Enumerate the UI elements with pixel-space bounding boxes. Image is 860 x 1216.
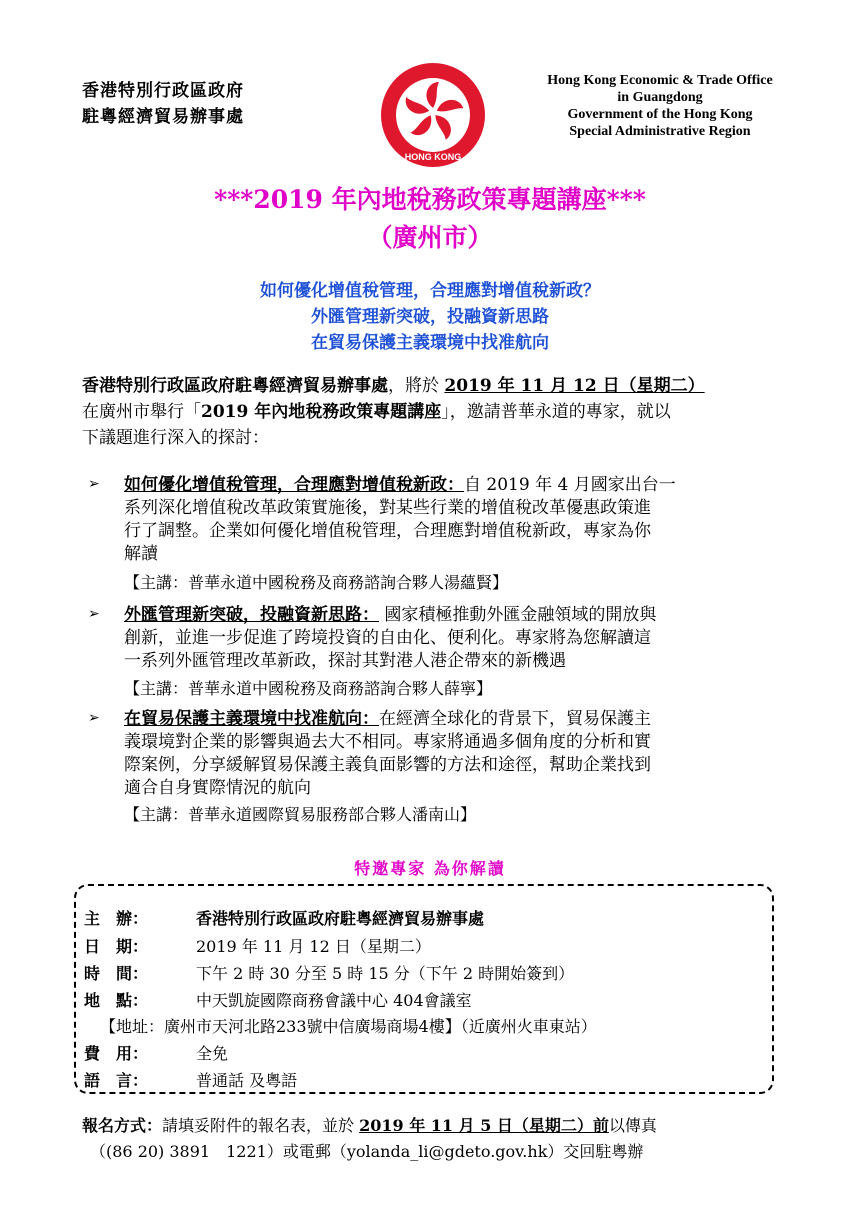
- hong-kong-emblem: [378, 60, 488, 170]
- subtitle-3: 在貿易保護主義環境中找准航向: [311, 333, 549, 353]
- intro-text: ，將於: [388, 376, 445, 396]
- subtitle-2: 外匯管理新突破，投融資新思路: [311, 307, 549, 327]
- intro-paragraph: [82, 373, 782, 451]
- topic-heading: 外匯管理新突破，投融資新思路：: [124, 605, 379, 625]
- intro-seminar-name: 2019 年內地稅務政策專題講座: [201, 402, 442, 422]
- seminar-title: ***2019 年內地稅務政策專題講座***: [214, 185, 646, 214]
- org-name-english: [520, 72, 800, 140]
- intro-line-3: 下議題進行深入的探討：: [82, 428, 269, 448]
- intro-date: 2019 年 11 月 12 日（星期二）: [444, 376, 705, 396]
- detail-label: 語 言：: [84, 1071, 149, 1090]
- detail-value: 全免: [196, 1044, 229, 1063]
- detail-value: 下午 2 時 30 分至 5 時 15 分（下午 2 時開始簽到）: [196, 964, 575, 983]
- org-en-line4: Special Administrative Region: [569, 124, 751, 139]
- seminar-city: （廣州市）: [367, 223, 493, 252]
- registration-line-1: [82, 1113, 802, 1138]
- detail-address: 【地址：廣州市天河北路233號中信廣場商場4樓】（近廣州火車東站）: [100, 1017, 597, 1036]
- topic-3-speaker: 【主講：普華永道國際貿易服務部合夥人潘南山】: [124, 805, 477, 824]
- org-en-line1: Hong Kong Economic & Trade Office: [547, 73, 773, 88]
- org-en-line3: Government of the Hong Kong: [567, 107, 753, 122]
- topic-text: 在經濟全球化的背景下，貿易保護主: [379, 709, 651, 729]
- detail-label: 日 期：: [84, 937, 149, 956]
- org-name-chinese: [82, 78, 244, 130]
- subtitle-1: 如何優化增值稅管理，合理應對增值稅新政？: [260, 281, 600, 301]
- intro-text: 在廣州市舉行「: [82, 402, 201, 422]
- invite-banner: 特邀專家 為你解讀: [354, 859, 506, 878]
- detail-date: [84, 934, 431, 957]
- detail-time: [84, 961, 574, 984]
- topic-heading: 在貿易保護主義環境中找准航向：: [124, 709, 379, 729]
- intro-line-1: [82, 373, 782, 399]
- topic-1: [124, 474, 776, 566]
- org-zh-line2: 駐粵經濟貿易辦事處: [82, 107, 244, 127]
- topic-3: [124, 708, 776, 800]
- topic-text: 適合自身實際情況的航向: [124, 778, 311, 798]
- intro-organizer: 香港特別行政區政府駐粵經濟貿易辦事處: [82, 376, 388, 396]
- detail-label: 時 間：: [84, 964, 149, 983]
- topic-2: [124, 604, 776, 673]
- detail-value: 普通話 及粵語: [196, 1071, 298, 1090]
- detail-label: 地 點：: [84, 991, 149, 1010]
- registration-text: 以傳真: [608, 1116, 657, 1135]
- topic-text: 解讀: [124, 544, 158, 564]
- bullet-arrow-icon: ➢: [88, 476, 100, 492]
- detail-label: 費 用：: [84, 1044, 149, 1063]
- registration-line-2: （(86 20) 3891 1221）或電郵（yolanda_li@gdeto.gov.hk）交回駐粵辦: [90, 1142, 644, 1161]
- topic-1-speaker: 【主講：普華永道中國稅務及商務諮詢合夥人湯蘊賢】: [124, 573, 509, 592]
- topic-text: 創新，並進一步促進了跨境投資的自由化、便利化。專家將為您解讀這: [124, 628, 651, 648]
- topic-heading: 如何優化增值稅管理，合理應對增值稅新政：: [124, 475, 464, 495]
- topic-text: 系列深化增值稅改革政策實施後，對某些行業的增值稅改革優惠政策進: [124, 498, 651, 518]
- detail-venue: [84, 988, 472, 1011]
- detail-value: 2019 年 11 月 12 日（星期二）: [196, 937, 431, 956]
- detail-organizer: [84, 906, 484, 929]
- topic-2-speaker: 【主講：普華永道中國稅務及商務諮詢合夥人薛寧】: [124, 679, 493, 698]
- topic-text: 義環境對企業的影響與過去大不相同。專家將通過多個角度的分析和實: [124, 732, 651, 752]
- bullet-arrow-icon: ➢: [88, 710, 100, 726]
- detail-language: [84, 1068, 297, 1091]
- intro-text: 」，邀請普華永道的專家，就以: [441, 402, 671, 422]
- topic-text: 際案例，分享緩解貿易保護主義負面影響的方法和途徑，幫助企業找到: [124, 755, 651, 775]
- detail-value: 中天凱旋國際商務會議中心 404會議室: [196, 991, 472, 1010]
- bullet-arrow-icon: ➢: [88, 606, 100, 622]
- emblem-text: HONG KONG: [404, 152, 462, 162]
- registration-deadline: 2019 年 11 月 5 日（星期二）前: [359, 1116, 609, 1135]
- registration-label: 報名方式：: [82, 1116, 163, 1135]
- topic-text: 自 2019 年 4 月國家出台一: [464, 475, 676, 495]
- intro-line-2: [82, 399, 782, 425]
- topic-text: 行了調整。企業如何優化增值稅管理，合理應對增值稅新政，專家為你: [124, 521, 651, 541]
- topic-text: 一系列外匯管理改革新政，探討其對港人港企帶來的新機遇: [124, 651, 566, 671]
- org-en-line2: in Guangdong: [617, 90, 703, 105]
- detail-value: 香港特別行政區政府駐粵經濟貿易辦事處: [196, 909, 485, 928]
- topic-text: 國家積極推動外匯金融領域的開放與: [379, 605, 657, 625]
- org-zh-line1: 香港特別行政區政府: [82, 81, 244, 101]
- detail-label: 主 辦：: [84, 909, 149, 928]
- registration-text: 請填妥附件的報名表，並於: [162, 1116, 360, 1135]
- detail-fee: [84, 1041, 228, 1064]
